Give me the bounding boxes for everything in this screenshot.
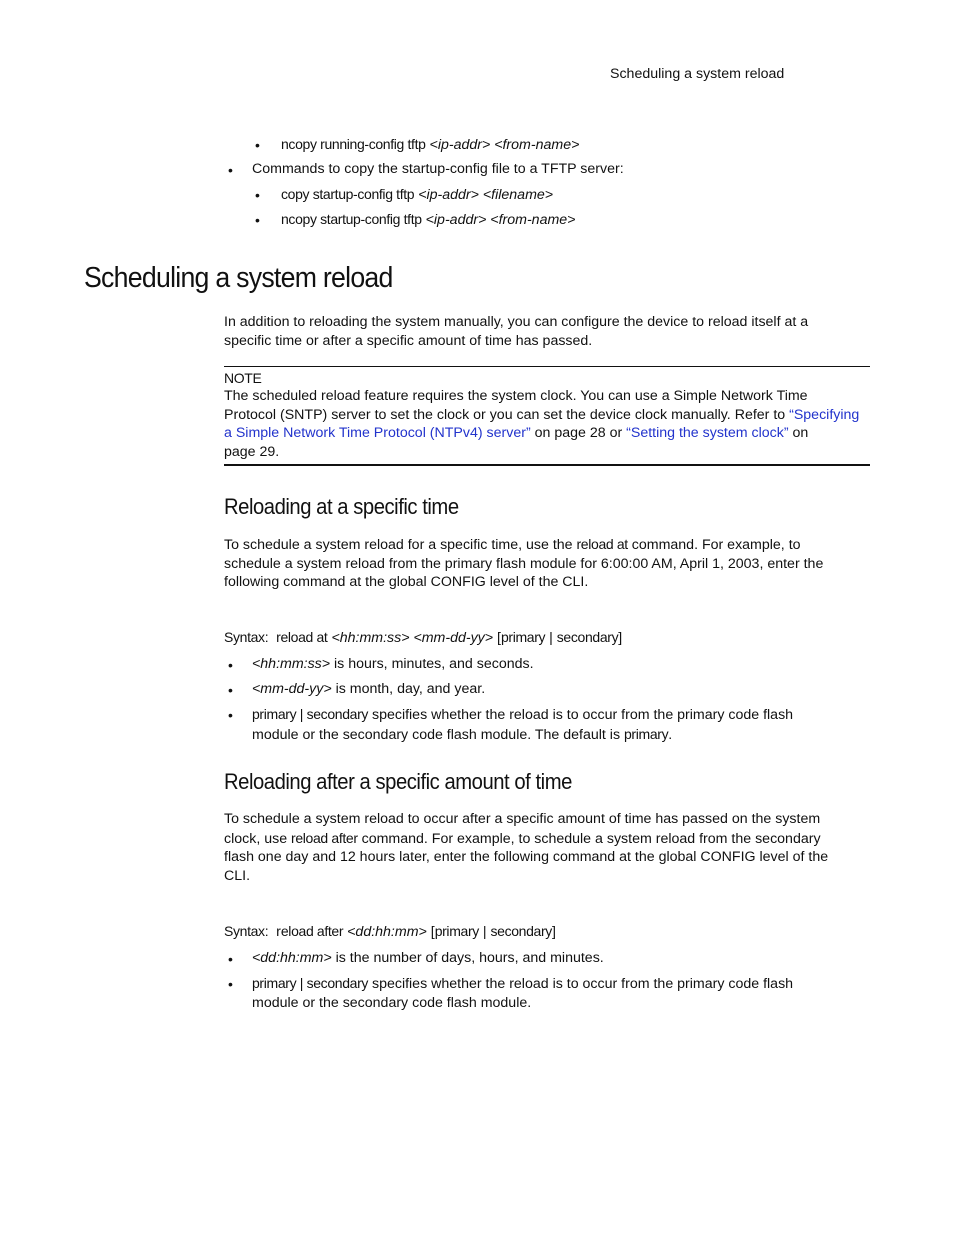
list-item: <mm-dd-yy> is month, day, and year. — [252, 681, 486, 697]
list-item: <dd:hh:mm> is the number of days, hours, and minutes. — [252, 950, 604, 966]
paragraph: To schedule a system reload to occur after a specific amount of time has passed on the system clock, use reload after command. For example, to schedule a system reload from the secondary flash one day and 12 hours later, enter the following command at the global CONFIG level of the CLI. — [224, 811, 829, 884]
subsection-heading: Reloading at a specific time — [224, 494, 459, 519]
list-item: ncopy running-config tftp <ip-addr> <from-name> — [281, 136, 580, 153]
link-specifying-sntp-cont[interactable]: a Simple Network Time Protocol (NTPv4) server” — [224, 425, 531, 442]
list-item: ncopy startup-config tftp <ip-addr> <from-name> — [281, 211, 576, 228]
intro-paragraph: In addition to reloading the system manually, you can configure the device to reload itself at a specific time or after a specific amount of time has passed. — [224, 314, 809, 349]
list-item: copy startup-config tftp <ip-addr> <filename> — [281, 186, 554, 203]
bullet-icon: • — [228, 682, 233, 698]
syntax-line: Syntax: reload at <hh:mm:ss> <mm-dd-yy> [primary | secondary] — [224, 629, 623, 646]
subsection-heading: Reloading after a specific amount of time — [224, 769, 572, 794]
note-body: The scheduled reload feature requires the system clock. You can use a Simple Network Time Protocol (SNTP) server to set the clock or you can set the device clock manually. Refer to “Specifying a Simple Network Time Protocol (NTPv4) server” on page 28 or “Setting the system clock” on page 29. — [224, 388, 860, 460]
note-label: NOTE — [224, 370, 262, 386]
link-setting-system-clock[interactable]: “Setting the system clock” — [626, 425, 789, 442]
bullet-icon: • — [228, 657, 233, 673]
bullet-icon: • — [255, 212, 260, 228]
list-item: primary | secondary specifies whether the reload is to occur from the primary code flash module or the secondary code flash module. The default is primary. — [252, 706, 794, 743]
list-item: Commands to copy the startup-config file to a TFTP server: — [252, 161, 624, 177]
note-top-rule — [224, 366, 870, 367]
bullet-icon: • — [228, 707, 233, 723]
bullet-icon: • — [228, 951, 233, 967]
paragraph: To schedule a system reload for a specific time, use the reload at command. For example, to schedule a system reload from the primary flash module for 6:00:00 AM, April 1, 2003, enter the following command at the global CONFIG level of the CLI. — [224, 536, 824, 591]
running-header: Scheduling a system reload — [610, 66, 785, 82]
link-specifying-sntp[interactable]: “Specifying — [789, 406, 860, 423]
bullet-icon: • — [255, 137, 260, 153]
bullet-icon: • — [228, 976, 233, 992]
section-heading: Scheduling a system reload — [84, 262, 393, 294]
bullet-icon: • — [228, 162, 233, 178]
syntax-line: Syntax: reload after <dd:hh:mm> [primary | secondary] — [224, 923, 556, 940]
note-bottom-rule — [224, 464, 870, 466]
list-item: <hh:mm:ss> is hours, minutes, and seconds. — [252, 656, 534, 672]
list-item: primary | secondary specifies whether the reload is to occur from the primary code flash module or the secondary code flash module. — [252, 975, 794, 1011]
bullet-icon: • — [255, 187, 260, 203]
